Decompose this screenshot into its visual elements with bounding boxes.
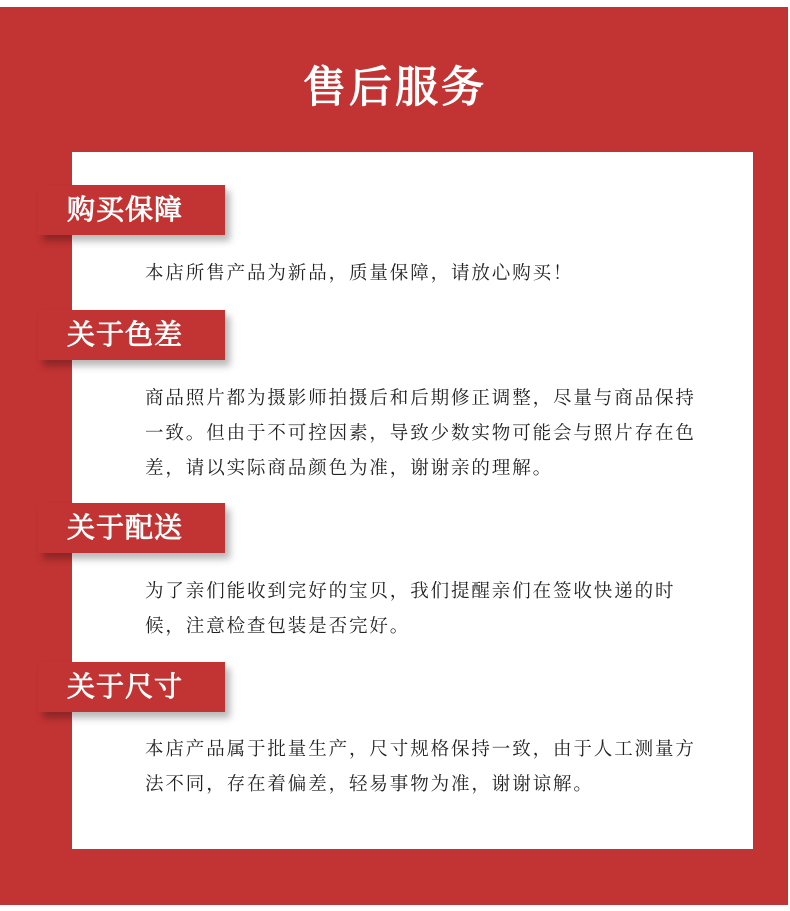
section-heading-size: 关于尺寸 xyxy=(38,662,225,712)
section-body-size: 本店产品属于批量生产，尺寸规格保持一致，由于人工测量方法不同，存在着偏差，轻易事物为准，谢谢谅解。 xyxy=(145,739,696,795)
section-body-purchase-guarantee: 本店所售产品为新品，质量保障，请放心购买！ xyxy=(145,263,574,284)
section-heading-purchase-guarantee: 购买保障 xyxy=(38,185,225,235)
section-heading-color-difference: 关于色差 xyxy=(38,310,225,360)
section-body-delivery: 为了亲们能收到完好的宝贝，我们提醒亲们在签收快递的时候，注意检查包装是否完好。 xyxy=(145,581,676,637)
page-title: 售后服务 xyxy=(303,63,487,113)
section-body-color-difference: 商品照片都为摄影师拍摄后和后期修正调整，尽量与商品保持一致。但由于不可控因素，导致少数实物可能会与照片存在色差，请以实际商品颜色为准，谢谢亲的理解。 xyxy=(145,388,696,479)
section-heading-delivery: 关于配送 xyxy=(38,503,225,553)
